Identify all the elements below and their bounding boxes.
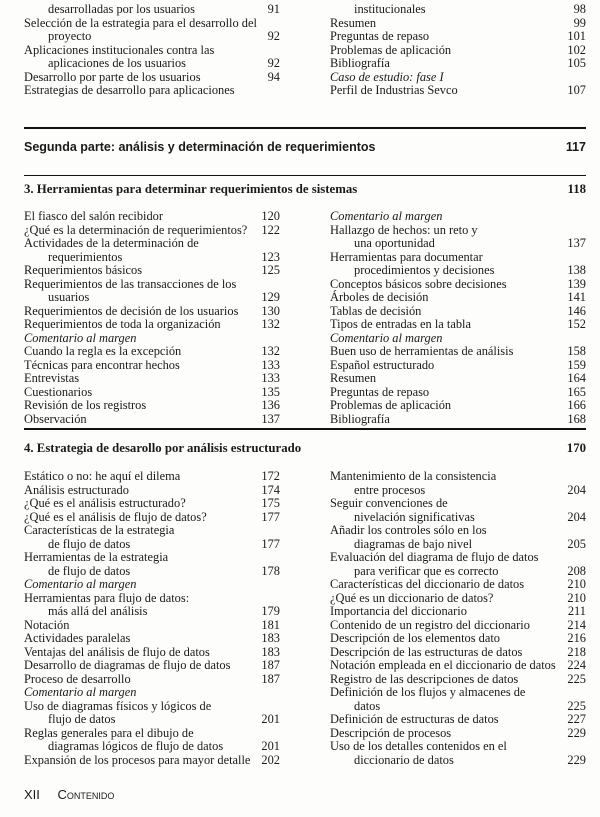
entry-title: Caso de estudio: fase I [330,69,444,84]
toc-entry [24,605,280,619]
entry-page: 141 [567,290,586,304]
entry-title: desarrolladas por los usuarios [48,2,195,16]
entry-title: Requerimientos de decisión de los usuarios [24,303,239,318]
entry-title: usuarios [48,290,90,304]
toc-subheading [24,578,280,592]
toc-entry [330,57,586,71]
toc-entry [330,524,586,538]
entry-page: 214 [567,617,586,632]
toc-entry [24,17,280,31]
entry-page: 187 [261,671,280,686]
toc-entry [330,413,586,427]
entry-title: nivelación significativas [354,509,475,524]
toc-entry [330,291,586,305]
toc-entry [24,740,280,754]
toc-entry [330,592,586,606]
entry-page: 227 [567,712,586,726]
entry-page: 133 [261,371,280,385]
entry-page: 130 [261,303,280,318]
entry-title: Registro de las descripciones de datos [330,671,519,686]
toc-entry [24,727,280,741]
toc-entry [24,646,280,660]
toc-entry [24,318,280,332]
toc-entry [330,538,586,552]
toc-entry [330,305,586,319]
entry-title: Cuando la regla es la excepción [24,344,182,358]
entry-title: Descripción de las estructuras de datos [330,644,523,659]
toc-entry [24,57,280,71]
page-number: XII [24,787,40,802]
entry-page: 99 [573,15,586,30]
toc-entry [330,30,586,44]
entry-page: 139 [567,276,586,291]
entry-title: aplicaciones de los usuarios [48,56,186,70]
entry-title: Proceso de desarrollo [24,671,131,686]
toc-entry [24,264,280,278]
entry-page: 102 [567,42,586,57]
toc-entry [24,278,280,292]
part-title: Segunda parte: análisis y determinación de requerimientos [24,140,376,154]
entry-title: El fiasco del salón recibidor [24,209,164,223]
entry-title: Herramientas para documentar [330,249,483,264]
entry-title: una oportunidad [354,236,435,250]
entry-title: flujo de datos [48,712,116,726]
toc-entry [24,399,280,413]
toc-entry [330,740,586,754]
toc-column-left [24,3,280,98]
divider [24,127,586,129]
toc-entry [24,700,280,714]
entry-page: 152 [567,317,586,331]
entry-title: Seguir convenciones de [330,496,448,510]
entry-title: Comentario al margen [24,577,137,591]
entry-title: Preguntas de repaso [330,384,430,399]
entry-page: 211 [567,604,586,618]
toc-entry [330,700,586,714]
divider [24,175,586,176]
toc-entry [24,497,280,511]
entry-title: Entrevistas [24,371,80,385]
entry-page: 94 [267,69,280,84]
entry-title: Contenido de un registro del diccionario [330,617,530,632]
entry-page: 137 [567,236,586,250]
toc-entry [330,44,586,58]
toc-entry [330,646,586,660]
toc-entry [24,84,280,98]
toc-subheading [24,686,280,700]
entry-page: 105 [567,56,586,70]
chapter-page: 170 [566,441,586,455]
entry-title: Uso de los detalles contenidos en el [330,739,507,753]
entry-page: 178 [261,563,280,578]
entry-title: Evaluación del diagrama de flujo de datos [330,550,539,564]
entry-title: Uso de diagramas físicos y lógicos de [24,698,212,713]
entry-title: Comentario al margen [24,330,137,345]
entry-title: Problemas de aplicación [330,42,452,57]
entry-page: 201 [261,739,280,753]
toc-entry [330,17,586,31]
toc-entry [330,673,586,687]
entry-title: Expansión de los procesos para mayor detalle [24,752,251,767]
toc-entry [24,30,280,44]
toc-entry [24,372,280,386]
toc-entry [24,224,280,238]
entry-page: 120 [261,209,280,223]
entry-title: Requerimientos de las transacciones de los [24,276,237,291]
toc-column-right [330,3,586,98]
entry-page: 125 [261,263,280,277]
entry-title: Comentario al margen [330,330,443,345]
chapter-4-heading [24,441,586,456]
entry-page: 204 [567,482,586,497]
toc-entry [330,632,586,646]
entry-title: Mantenimiento de la consistencia [330,469,497,483]
part-heading [24,140,586,154]
entry-page: 174 [261,482,280,497]
toc-entry [24,511,280,525]
toc-subheading [330,71,586,85]
entry-title: Estrategias de desarrollo para aplicaciones [24,83,235,97]
toc-entry [330,551,586,565]
entry-page: 187 [261,658,280,672]
entry-title: Español estructurado [330,357,435,372]
toc-entry [330,251,586,265]
toc-entry [24,551,280,565]
entry-title: Definición de estructuras de datos [330,712,499,726]
toc-entry [24,673,280,687]
entry-title: Cuestionarios [24,384,93,399]
toc-entry [24,659,280,673]
entry-title: ¿Qué es el análisis de flujo de datos? [24,509,207,524]
toc-entry [24,251,280,265]
toc-entry [24,413,280,427]
entry-page: 92 [267,29,280,43]
entry-title: Definición de los flujos y almacenes de [330,685,526,699]
entry-title: Estático o no: he aquí el dilema [24,469,181,483]
entry-page: 133 [261,357,280,372]
entry-page: 129 [261,290,280,304]
entry-page: 210 [567,577,586,591]
toc-entry [24,359,280,373]
toc-entry [330,578,586,592]
entry-page: 208 [567,563,586,578]
entry-title: Problemas de aplicación [330,398,452,412]
entry-title: entre procesos [354,482,426,497]
entry-title: Herramientas de la estrategia [24,550,169,564]
entry-title: institucionales [354,2,426,16]
toc-entry [24,632,280,646]
entry-title: datos [354,698,381,713]
entry-title: Notación [24,617,70,632]
toc-entry [330,565,586,579]
entry-page: 165 [567,384,586,399]
entry-title: Descripción de procesos [330,725,452,740]
entry-page: 164 [567,371,586,385]
toc-subheading [24,332,280,346]
entry-page: 166 [567,398,586,412]
divider [24,428,586,430]
toc-entry [330,754,586,768]
toc-entry [330,713,586,727]
toc-subheading [330,210,586,224]
entry-title: Notación empleada en el diccionario de datos [330,658,556,672]
toc-entry [24,565,280,579]
entry-page: 135 [261,384,280,399]
entry-title: Buen uso de herramientas de análisis [330,344,514,358]
toc-entry [24,592,280,606]
entry-page: 123 [261,249,280,264]
entry-page: 179 [261,604,280,618]
entry-title: diagramas lógicos de flujo de datos [48,739,224,753]
toc-entry [24,619,280,633]
entry-title: ¿Qué es la determinación de requerimientos? [24,222,248,237]
toc-entry [330,318,586,332]
toc-entry [330,372,586,386]
entry-title: Comentario al margen [24,685,137,699]
toc-entry [330,237,586,251]
entry-title: Revisión de los registros [24,398,147,412]
entry-page: 229 [567,725,586,740]
entry-title: Tablas de decisión [330,303,422,318]
entry-title: ¿Qué es un diccionario de datos? [330,590,494,605]
entry-title: Hallazgo de hechos: un reto y [330,222,478,237]
entry-page: 172 [261,469,280,483]
toc-entry [330,686,586,700]
toc-entry [24,470,280,484]
toc-entry [24,210,280,224]
toc-entry [330,359,586,373]
chapter-4-left-column [24,470,280,767]
entry-page: 225 [567,671,586,686]
chapter-3-right-column [330,210,586,426]
entry-title: Añadir los controles sólo en los [330,523,487,537]
toc-entry [24,71,280,85]
toc-entry [24,305,280,319]
entry-page: 205 [567,536,586,551]
entry-title: Actividades paralelas [24,631,131,645]
toc-entry [24,345,280,359]
toc-entry [24,291,280,305]
toc-entry [330,484,586,498]
toc-entry [330,3,586,17]
entry-title: más allá del análisis [48,604,148,618]
entry-page: 158 [567,344,586,358]
toc-subheading [330,332,586,346]
part-page: 117 [565,140,586,154]
entry-title: Resumen [330,15,377,30]
toc-entry [330,84,586,98]
entry-page: 107 [567,83,586,97]
entry-title: requerimientos [48,249,123,264]
entry-title: Aplicaciones institucionales contra las [24,42,215,57]
entry-title: Resumen [330,371,377,385]
entry-title: Técnicas para encontrar hechos [24,357,180,372]
entry-page: 177 [261,509,280,524]
toc-entry [24,386,280,400]
entry-title: Bibliografía [330,411,390,426]
page-footer [24,787,114,802]
chapter-3-left-column [24,210,280,426]
toc-entry [24,524,280,538]
entry-page: 159 [567,357,586,372]
entry-title: Comentario al margen [330,209,443,223]
entry-page: 168 [567,411,586,426]
entry-page: 92 [267,56,280,70]
entry-title: Desarrollo de diagramas de flujo de datos [24,658,231,672]
entry-title: Características de la estrategia [24,523,175,537]
toc-entry [330,497,586,511]
toc-entry [330,659,586,673]
entry-page: 225 [567,698,586,713]
toc-entry [24,237,280,251]
entry-page: 183 [261,644,280,659]
entry-title: Tipos de entradas en la tabla [330,317,471,331]
entry-title: Requerimientos de toda la organización [24,317,221,331]
entry-title: para verificar que es correcto [354,563,499,578]
toc-entry [24,754,280,768]
chapter-title: 3. Herramientas para determinar requerimientos de sistemas [24,182,358,196]
toc-entry [24,484,280,498]
entry-title: Selección de la estrategia para el desarrollo del [24,15,257,30]
entry-title: diccionario de datos [354,752,454,767]
entry-page: 136 [261,398,280,412]
chapter-title: 4. Estrategia de desarollo por análisis estructurado [24,441,302,455]
entry-page: 177 [261,536,280,551]
entry-title: Análisis estructurado [24,482,129,497]
entry-title: de flujo de datos [48,536,131,551]
entry-title: Observación [24,411,87,426]
entry-page: 98 [573,2,586,16]
entry-page: 122 [261,222,280,237]
entry-title: Árboles de decisión [330,290,429,304]
entry-page: 204 [567,509,586,524]
chapter-3-heading [24,182,586,197]
toc-entry [330,264,586,278]
toc-entry [330,619,586,633]
entry-page: 175 [261,496,280,510]
entry-title: Reglas generales para el dibujo de [24,725,194,740]
entry-title: proyecto [48,29,92,43]
entry-title: procedimientos y decisiones [354,263,495,277]
entry-page: 210 [567,590,586,605]
toc-entry [330,470,586,484]
entry-page: 229 [567,752,586,767]
entry-page: 216 [567,631,586,645]
entry-page: 101 [567,29,586,43]
entry-title: Características del diccionario de datos [330,577,525,591]
entry-page: 224 [567,658,586,672]
entry-page: 132 [261,344,280,358]
entry-title: diagramas de bajo nivel [354,536,473,551]
entry-page: 91 [267,2,280,16]
running-head: Contenido [57,787,115,802]
entry-title: de flujo de datos [48,563,131,578]
toc-entry [330,224,586,238]
toc-entry [330,605,586,619]
toc-entry [330,399,586,413]
chapter-page: 118 [567,182,586,196]
entry-title: Preguntas de repaso [330,29,430,43]
toc-entry [330,345,586,359]
entry-page: 218 [567,644,586,659]
entry-title: Descripción de los elementos dato [330,631,500,645]
toc-entry [330,278,586,292]
toc-entry [24,713,280,727]
entry-title: Herramientas para flujo de datos: [24,590,190,605]
entry-page: 146 [567,303,586,318]
entry-title: ¿Qué es el análisis estructurado? [24,496,186,510]
toc-entry [24,3,280,17]
entry-title: Conceptos básicos sobre decisiones [330,276,507,291]
entry-page: 202 [261,752,280,767]
toc-entry [24,44,280,58]
entry-title: Actividades de la determinación de [24,236,199,250]
toc-entry [330,511,586,525]
toc-entry [330,727,586,741]
toc-entry [330,386,586,400]
entry-title: Ventajas del análisis de flujo de datos [24,644,210,659]
entry-title: Desarrollo por parte de los usuarios [24,69,201,84]
entry-page: 137 [261,411,280,426]
entry-page: 183 [261,631,280,645]
toc-entry [24,538,280,552]
entry-page: 138 [567,263,586,277]
entry-page: 181 [261,617,280,632]
entry-title: Perfil de Industrias Sevco [330,83,458,97]
entry-title: Requerimientos básicos [24,263,143,277]
entry-title: Bibliografía [330,56,390,70]
entry-page: 201 [261,712,280,726]
entry-page: 132 [261,317,280,331]
chapter-4-right-column [330,470,586,767]
entry-title: Importancia del diccionario [330,604,467,618]
